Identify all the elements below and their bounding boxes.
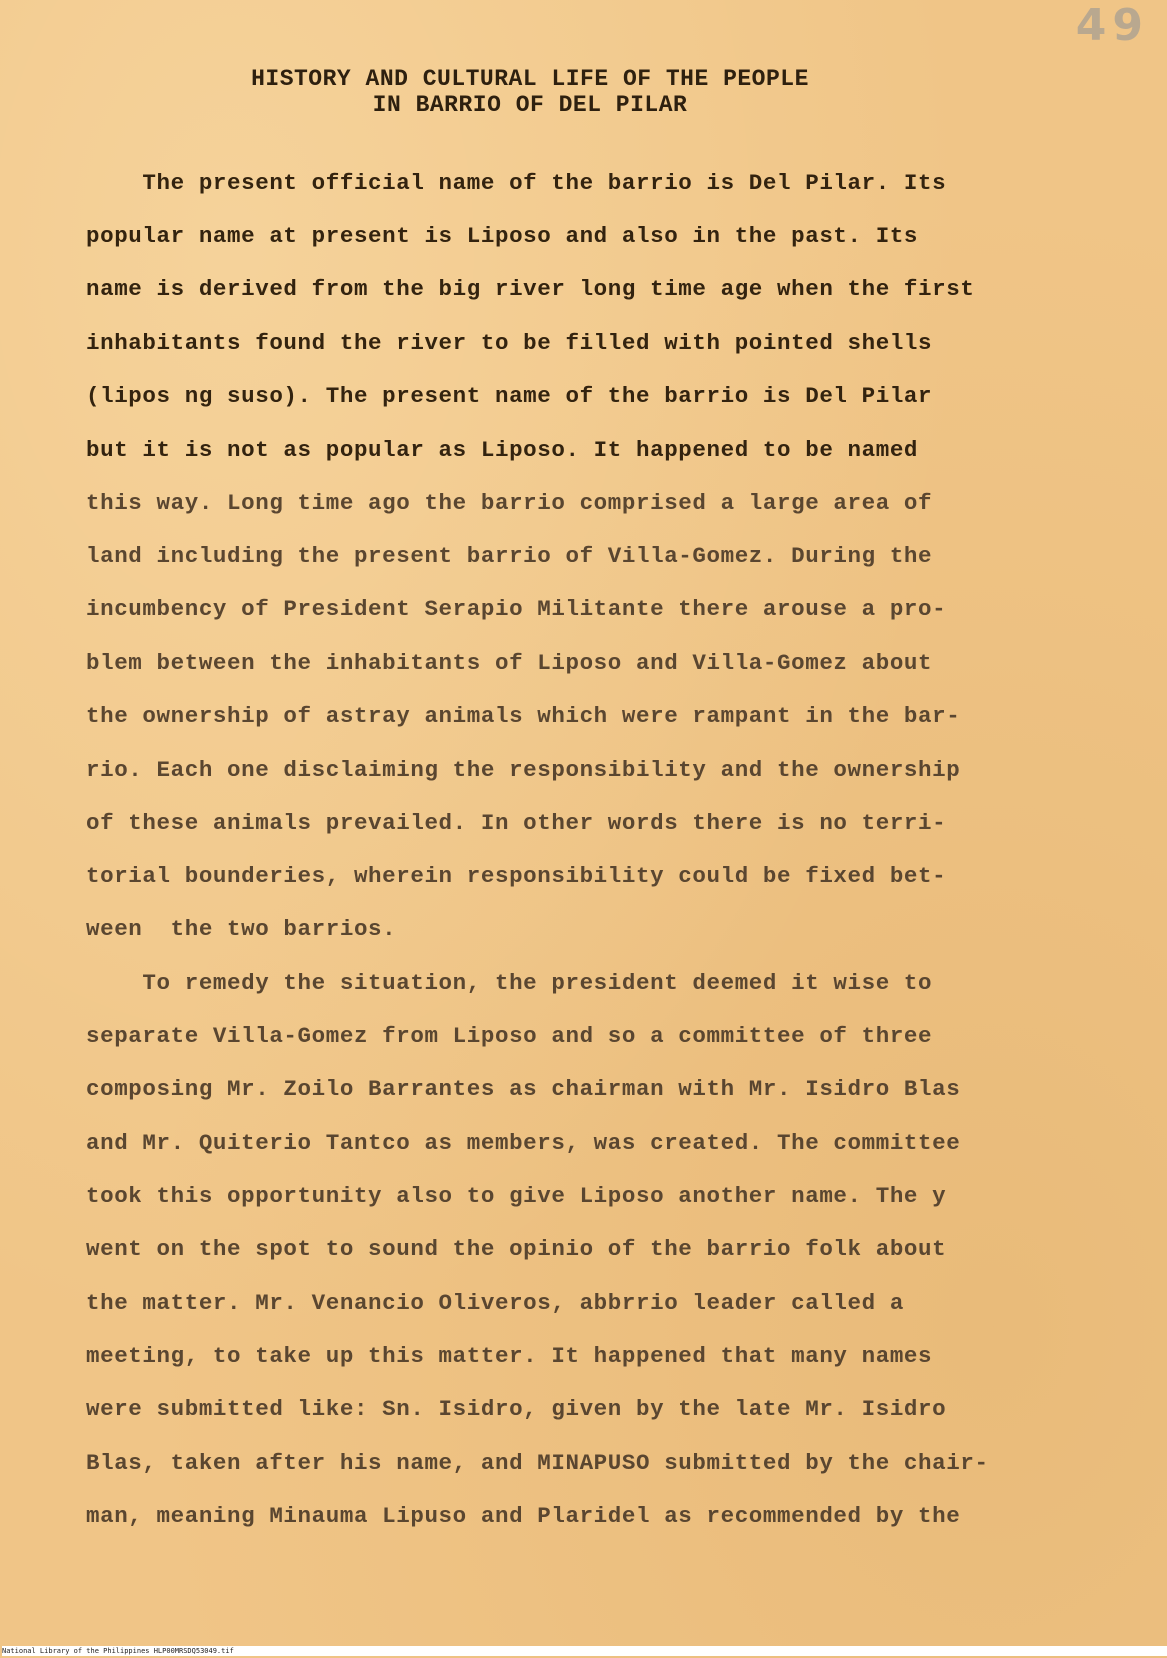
body-line: incumbency of President Serapio Militante there arouse a pro-	[86, 596, 947, 622]
body-line: name is derived from the big river long time age when the first	[86, 276, 975, 302]
page-number: 49	[1075, 0, 1149, 51]
body-line: popular name at present is Liposo and also in the past. Its	[86, 223, 919, 249]
body-line: separate Villa-Gomez from Liposo and so a committee of three	[86, 1023, 933, 1049]
document-title-line-2: IN BARRIO OF DEL PILAR	[372, 92, 688, 118]
body-line: (lipos ng suso). The present name of the barrio is Del Pilar	[86, 383, 933, 409]
body-line: the matter. Mr. Venancio Oliveros, abbrrio leader called a	[86, 1290, 904, 1316]
body-line: of these animals prevailed. In other words there is no terri-	[86, 810, 947, 836]
body-line: inhabitants found the river to be filled with pointed shells	[86, 330, 933, 356]
body-line: composing Mr. Zoilo Barrantes as chairman with Mr. Isidro Blas	[86, 1076, 961, 1102]
body-line: but it is not as popular as Liposo. It happened to be named	[86, 437, 919, 463]
body-line: The present official name of the barrio is Del Pilar. Its	[86, 170, 947, 196]
body-line: blem between the inhabitants of Liposo and Villa-Gomez about	[86, 650, 933, 676]
body-line: meeting, to take up this matter. It happened that many names	[86, 1343, 933, 1369]
body-line: this way. Long time ago the barrio comprised a large area of	[86, 490, 933, 516]
body-line: and Mr. Quiterio Tantco as members, was created. The committee	[86, 1130, 961, 1156]
body-line: were submitted like: Sn. Isidro, given by the late Mr. Isidro	[86, 1396, 947, 1422]
scan-footer: National Library of the Philippines HLP00MRSDQ53049.tif	[2, 1646, 1167, 1656]
body-line: Blas, taken after his name, and MINAPUSO submitted by the chair-	[86, 1450, 989, 1476]
body-line: land including the present barrio of Villa-Gomez. During the	[86, 543, 933, 569]
body-line: went on the spot to sound the opinio of the barrio folk about	[86, 1236, 947, 1262]
body-line: ween the two barrios.	[86, 916, 397, 942]
body-line: the ownership of astray animals which were rampant in the bar-	[86, 703, 961, 729]
body-line: man, meaning Minauma Lipuso and Plaridel as recommended by the	[86, 1503, 961, 1529]
body-line: To remedy the situation, the president deemed it wise to	[86, 970, 933, 996]
body-line: took this opportunity also to give Liposo another name. The y	[86, 1183, 947, 1209]
body-line: torial bounderies, wherein responsibility could be fixed bet-	[86, 863, 947, 889]
body-line: rio. Each one disclaiming the responsibility and the ownership	[86, 757, 961, 783]
document-title-line-1: HISTORY AND CULTURAL LIFE OF THE PEOPLE	[251, 66, 809, 92]
